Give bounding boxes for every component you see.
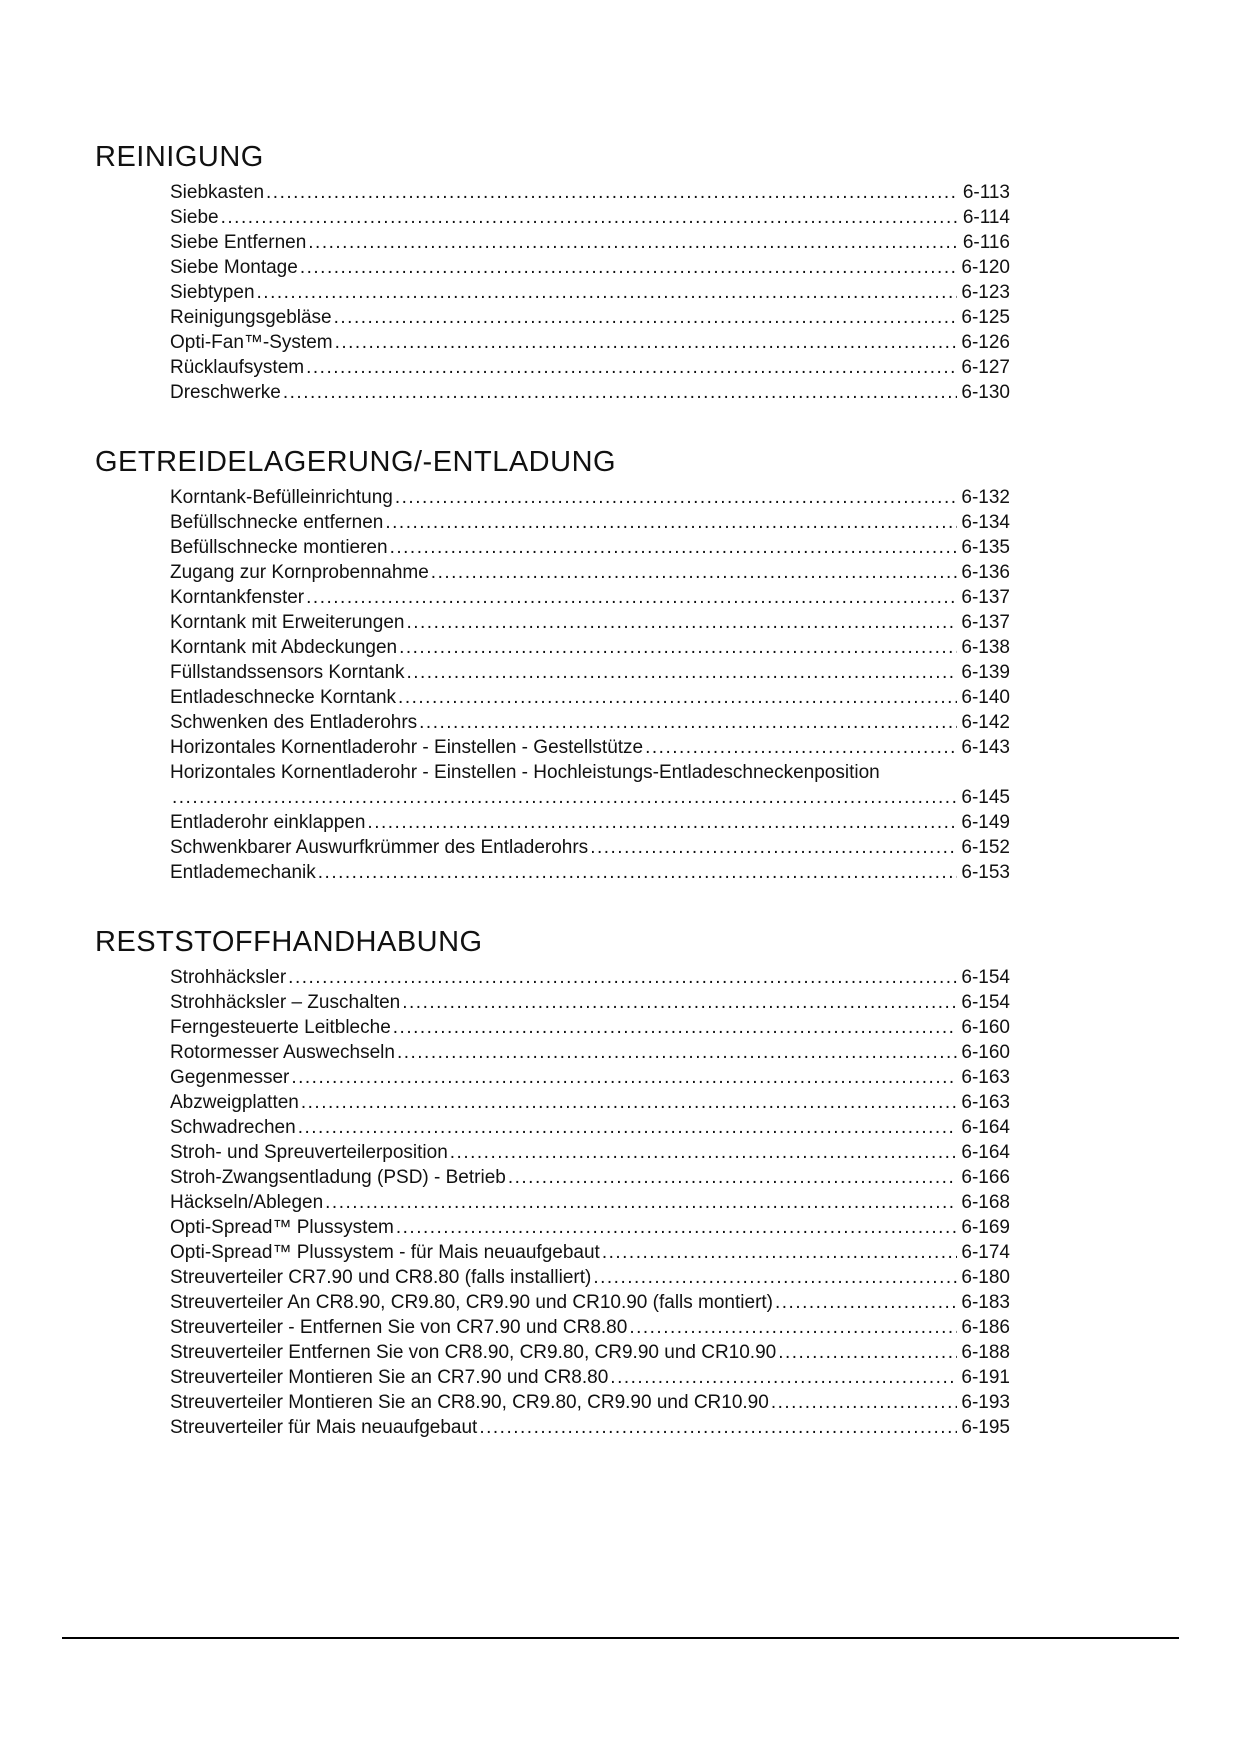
entry-page-number: 6-163 bbox=[961, 1067, 1010, 1088]
toc-entry bbox=[170, 710, 1010, 735]
section-heading: GETREIDELAGERUNG/-ENTLADUNG bbox=[95, 446, 617, 478]
dot-leader bbox=[395, 485, 957, 510]
dot-leader bbox=[399, 635, 957, 660]
toc-entry bbox=[170, 560, 1010, 585]
entry-title: Korntank mit Abdeckungen bbox=[170, 637, 398, 658]
entry-title: Abzweigplatten bbox=[170, 1092, 299, 1113]
dot-leader bbox=[306, 585, 957, 610]
entry-title: Befüllschnecke entfernen bbox=[170, 512, 384, 533]
dot-leader bbox=[298, 1115, 957, 1140]
toc-content bbox=[95, 140, 1010, 1440]
dot-leader bbox=[431, 560, 957, 585]
toc-section bbox=[95, 925, 1010, 1440]
dot-leader bbox=[257, 280, 957, 305]
entry-page-number: 6-132 bbox=[961, 487, 1010, 508]
entry-page-number: 6-145 bbox=[961, 787, 1010, 808]
entry-page-number: 6-193 bbox=[961, 1392, 1010, 1413]
entry-title: Korntank mit Erweiterungen bbox=[170, 612, 405, 633]
entry-title: Streuverteiler An CR8.90, CR9.80, CR9.90 und CR10.90 (falls montiert) bbox=[170, 1292, 773, 1313]
toc-entry bbox=[170, 1090, 1010, 1115]
toc-section bbox=[95, 140, 1010, 405]
entry-page-number: 6-138 bbox=[961, 637, 1010, 658]
entry-page-number: 6-134 bbox=[961, 512, 1010, 533]
dot-leader bbox=[335, 330, 957, 355]
dot-leader bbox=[778, 1340, 957, 1365]
entry-page-number: 6-163 bbox=[961, 1092, 1010, 1113]
entry-page-number: 6-114 bbox=[962, 207, 1010, 228]
toc-entry-page-line bbox=[170, 785, 1010, 810]
entry-page-number: 6-154 bbox=[961, 992, 1010, 1013]
toc-entry bbox=[170, 1365, 1010, 1390]
dot-leader bbox=[367, 810, 957, 835]
entry-title: Streuverteiler für Mais neuaufgebaut bbox=[170, 1417, 478, 1438]
entry-title: Siebtypen bbox=[170, 282, 255, 303]
toc-entry bbox=[170, 660, 1010, 685]
dot-leader bbox=[775, 1290, 957, 1315]
entry-title: Streuverteiler Montieren Sie an CR7.90 und CR8.80 bbox=[170, 1367, 609, 1388]
entry-page-number: 6-160 bbox=[961, 1017, 1010, 1038]
entry-page-number: 6-191 bbox=[961, 1367, 1010, 1388]
toc-entry-title-line bbox=[170, 760, 1010, 785]
toc-entry bbox=[170, 535, 1010, 560]
toc-entry bbox=[170, 230, 1010, 255]
entry-page-number: 6-164 bbox=[961, 1142, 1010, 1163]
entry-page-number: 6-169 bbox=[961, 1217, 1010, 1238]
entry-title: Entlademechanik bbox=[170, 862, 316, 883]
toc-entry bbox=[170, 1040, 1010, 1065]
entry-title: Opti-Spread™ Plussystem bbox=[170, 1217, 394, 1238]
toc-entry bbox=[170, 685, 1010, 710]
dot-leader bbox=[393, 1015, 957, 1040]
dot-leader bbox=[283, 380, 957, 405]
entry-page-number: 6-123 bbox=[961, 282, 1010, 303]
dot-leader bbox=[308, 230, 957, 255]
entry-page-number: 6-137 bbox=[961, 587, 1010, 608]
dot-leader bbox=[318, 860, 957, 885]
dot-leader bbox=[406, 660, 957, 685]
entry-title: Streuverteiler Entfernen Sie von CR8.90, CR9.80, CR9.90 und CR10.90 bbox=[170, 1342, 777, 1363]
toc-entry bbox=[170, 1415, 1010, 1440]
toc-entry bbox=[170, 330, 1010, 355]
footer-rule bbox=[62, 1637, 1179, 1639]
dot-leader bbox=[266, 180, 957, 205]
entry-page-number: 6-143 bbox=[961, 737, 1010, 758]
entry-title: Entladerohr einklappen bbox=[170, 812, 366, 833]
dot-leader bbox=[508, 1165, 957, 1190]
dot-leader bbox=[385, 510, 957, 535]
dot-leader bbox=[602, 1240, 957, 1265]
toc-entry bbox=[170, 1065, 1010, 1090]
dot-leader bbox=[301, 1090, 957, 1115]
toc-entry-list bbox=[170, 485, 1010, 885]
dot-leader bbox=[610, 1365, 957, 1390]
entry-page-number: 6-149 bbox=[961, 812, 1010, 833]
dot-leader bbox=[402, 990, 957, 1015]
entry-page-number: 6-153 bbox=[961, 862, 1010, 883]
dot-leader bbox=[593, 1265, 957, 1290]
entry-title: Schwenkbarer Auswurfkrümmer des Entladerohrs bbox=[170, 837, 589, 858]
dot-leader bbox=[300, 255, 957, 280]
entry-page-number: 6-180 bbox=[961, 1267, 1010, 1288]
entry-page-number: 6-125 bbox=[961, 307, 1010, 328]
entry-page-number: 6-164 bbox=[961, 1117, 1010, 1138]
toc-entry bbox=[170, 965, 1010, 990]
dot-leader bbox=[629, 1315, 957, 1340]
entry-title: Siebe Entfernen bbox=[170, 232, 307, 253]
toc-entry bbox=[170, 380, 1010, 405]
toc-entry bbox=[170, 180, 1010, 205]
entry-title: Dreschwerke bbox=[170, 382, 281, 403]
entry-page-number: 6-166 bbox=[961, 1167, 1010, 1188]
entry-page-number: 6-174 bbox=[961, 1242, 1010, 1263]
toc-entry bbox=[170, 1340, 1010, 1365]
entry-title: Streuverteiler CR7.90 und CR8.80 (falls installiert) bbox=[170, 1267, 592, 1288]
dot-leader bbox=[406, 610, 957, 635]
entry-page-number: 6-113 bbox=[962, 182, 1010, 203]
dot-leader bbox=[450, 1140, 957, 1165]
entry-title: Siebe Montage bbox=[170, 257, 298, 278]
entry-page-number: 6-154 bbox=[961, 967, 1010, 988]
dot-leader bbox=[172, 785, 957, 810]
entry-title: Ferngesteuerte Leitbleche bbox=[170, 1017, 391, 1038]
toc-entry-list bbox=[170, 965, 1010, 1440]
entry-page-number: 6-140 bbox=[961, 687, 1010, 708]
toc-entry bbox=[170, 485, 1010, 510]
entry-page-number: 6-120 bbox=[961, 257, 1010, 278]
dot-leader bbox=[645, 735, 957, 760]
entry-page-number: 6-188 bbox=[961, 1342, 1010, 1363]
entry-title: Stroh- und Spreuverteilerposition bbox=[170, 1142, 448, 1163]
toc-entry bbox=[170, 835, 1010, 860]
entry-title: Streuverteiler Montieren Sie an CR8.90, CR9.80, CR9.90 und CR10.90 bbox=[170, 1392, 769, 1413]
dot-leader bbox=[396, 1215, 957, 1240]
toc-entry bbox=[170, 860, 1010, 885]
entry-title: Opti-Fan™-System bbox=[170, 332, 333, 353]
entry-page-number: 6-137 bbox=[961, 612, 1010, 633]
toc-entry bbox=[170, 280, 1010, 305]
entry-title: Strohhäcksler bbox=[170, 967, 287, 988]
dot-leader bbox=[221, 205, 957, 230]
dot-leader bbox=[390, 535, 957, 560]
entry-page-number: 6-139 bbox=[961, 662, 1010, 683]
toc-entry bbox=[170, 990, 1010, 1015]
dot-leader bbox=[334, 305, 957, 330]
toc-entry bbox=[170, 1265, 1010, 1290]
toc-entry bbox=[170, 1015, 1010, 1040]
entry-title: Stroh-Zwangsentladung (PSD) - Betrieb bbox=[170, 1167, 506, 1188]
entry-page-number: 6-130 bbox=[961, 382, 1010, 403]
entry-title: Entladeschnecke Korntank bbox=[170, 687, 397, 708]
toc-entry bbox=[170, 735, 1010, 760]
toc-entry bbox=[170, 1315, 1010, 1340]
entry-title: Gegenmesser bbox=[170, 1067, 290, 1088]
toc-entry bbox=[170, 255, 1010, 280]
entry-page-number: 6-160 bbox=[961, 1042, 1010, 1063]
entry-page-number: 6-183 bbox=[961, 1292, 1010, 1313]
entry-title: Korntank-Befülleinrichtung bbox=[170, 487, 393, 508]
entry-page-number: 6-116 bbox=[962, 232, 1010, 253]
toc-entry bbox=[170, 1190, 1010, 1215]
dot-leader bbox=[771, 1390, 957, 1415]
entry-title: Zugang zur Kornprobennahme bbox=[170, 562, 429, 583]
toc-section bbox=[95, 445, 1010, 885]
section-heading: RESTSTOFFHANDHABUNG bbox=[95, 926, 483, 958]
entry-title: Reinigungsgebläse bbox=[170, 307, 332, 328]
toc-entry bbox=[170, 1140, 1010, 1165]
toc-entry bbox=[170, 1290, 1010, 1315]
toc-entry bbox=[170, 1115, 1010, 1140]
entry-title: Schwadrechen bbox=[170, 1117, 296, 1138]
toc-entry bbox=[170, 610, 1010, 635]
entry-page-number: 6-168 bbox=[961, 1192, 1010, 1213]
toc-entry bbox=[170, 205, 1010, 230]
toc-entry bbox=[170, 1165, 1010, 1190]
entry-title: Horizontales Kornentladerohr - Einstellen - Gestellstütze bbox=[170, 737, 644, 758]
entry-page-number: 6-152 bbox=[961, 837, 1010, 858]
toc-entry-list bbox=[170, 180, 1010, 405]
dot-leader bbox=[397, 1040, 957, 1065]
toc-entry bbox=[170, 305, 1010, 330]
toc-entry bbox=[170, 585, 1010, 610]
entry-title: Korntankfenster bbox=[170, 587, 305, 608]
toc-entry bbox=[170, 1215, 1010, 1240]
dot-leader bbox=[325, 1190, 957, 1215]
entry-page-number: 6-135 bbox=[961, 537, 1010, 558]
entry-title: Siebe bbox=[170, 207, 219, 228]
toc-entry bbox=[170, 510, 1010, 535]
dot-leader bbox=[590, 835, 957, 860]
toc-entry bbox=[170, 1240, 1010, 1265]
entry-title: Häckseln/Ablegen bbox=[170, 1192, 324, 1213]
dot-leader bbox=[419, 710, 957, 735]
entry-title: Horizontales Kornentladerohr - Einstellen - Hochleistungs-Entladeschneckenposition bbox=[170, 762, 880, 783]
entry-title: Opti-Spread™ Plussystem - für Mais neuaufgebaut bbox=[170, 1242, 600, 1263]
entry-title: Befüllschnecke montieren bbox=[170, 537, 388, 558]
entry-page-number: 6-136 bbox=[961, 562, 1010, 583]
entry-title: Füllstandssensors Korntank bbox=[170, 662, 405, 683]
dot-leader bbox=[288, 965, 957, 990]
entry-title: Siebkasten bbox=[170, 182, 265, 203]
entry-title: Schwenken des Entladerohrs bbox=[170, 712, 418, 733]
entry-title: Rücklaufsystem bbox=[170, 357, 305, 378]
dot-leader bbox=[291, 1065, 957, 1090]
entry-title: Rotormesser Auswechseln bbox=[170, 1042, 395, 1063]
entry-page-number: 6-126 bbox=[961, 332, 1010, 353]
section-heading: REINIGUNG bbox=[95, 141, 264, 173]
toc-entry bbox=[170, 1390, 1010, 1415]
entry-page-number: 6-127 bbox=[961, 357, 1010, 378]
toc-entry bbox=[170, 635, 1010, 660]
dot-leader bbox=[479, 1415, 957, 1440]
entry-title: Streuverteiler - Entfernen Sie von CR7.90 und CR8.80 bbox=[170, 1317, 628, 1338]
entry-page-number: 6-142 bbox=[961, 712, 1010, 733]
dot-leader bbox=[306, 355, 957, 380]
toc-entry bbox=[170, 810, 1010, 835]
entry-page-number: 6-186 bbox=[961, 1317, 1010, 1338]
entry-page-number: 6-195 bbox=[961, 1417, 1010, 1438]
dot-leader bbox=[398, 685, 957, 710]
entry-title: Strohhäcksler – Zuschalten bbox=[170, 992, 401, 1013]
toc-entry bbox=[170, 355, 1010, 380]
